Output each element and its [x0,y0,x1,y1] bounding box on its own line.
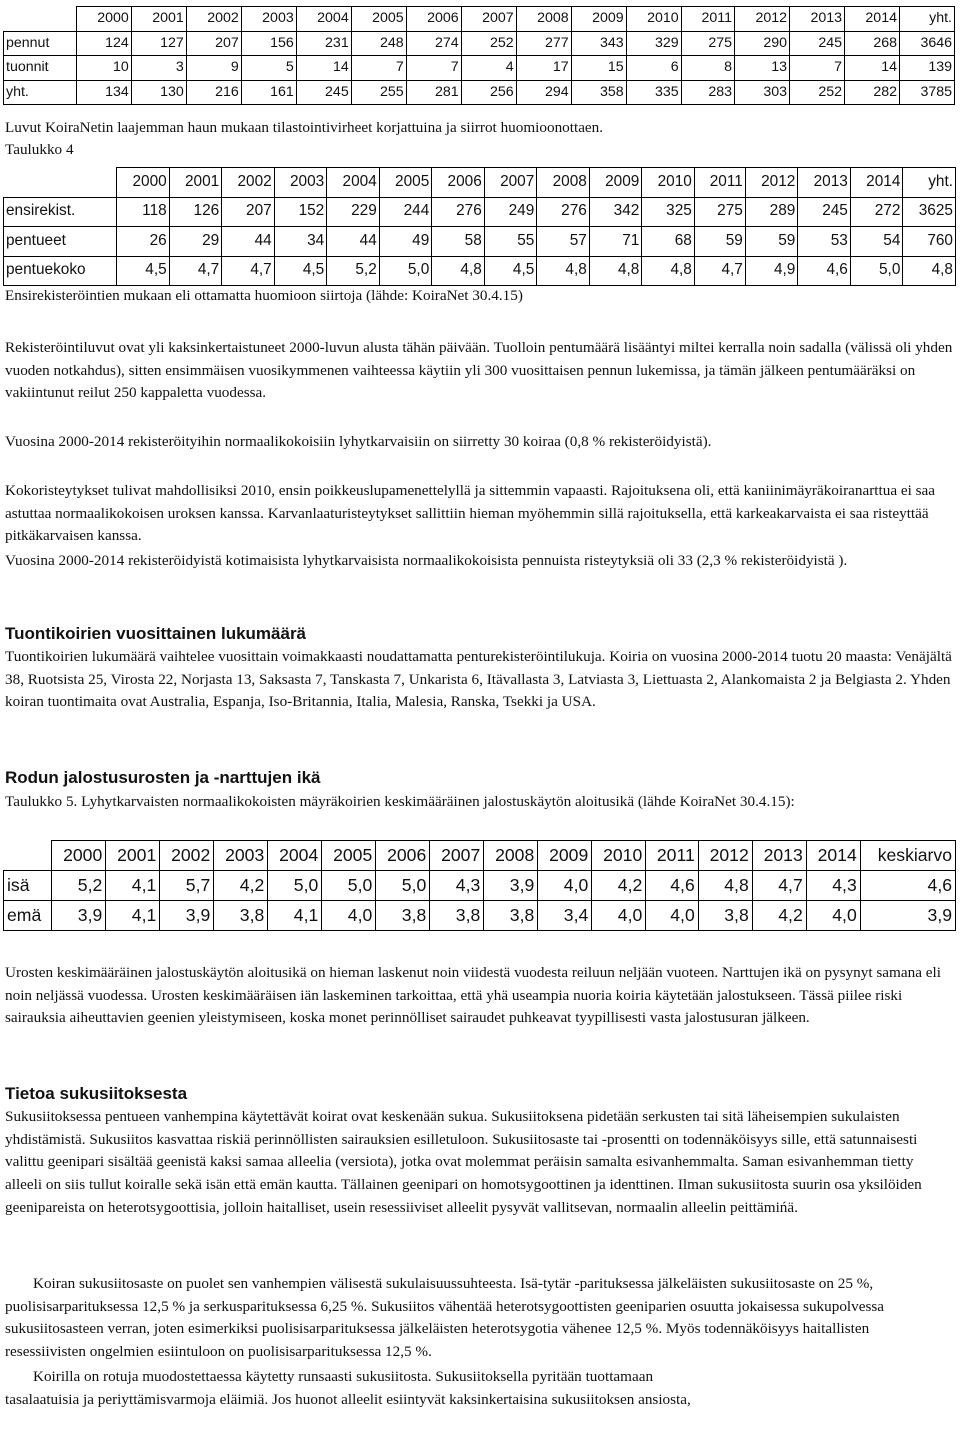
table-cell: 4,0 [538,871,592,901]
table-cell: 3 [131,56,186,81]
table-cell: 5,0 [322,871,376,901]
table-header-cell: 2005 [379,168,432,198]
table-cell: 5,0 [268,871,322,901]
table-cell: 282 [845,80,900,105]
table-header-cell: 2002 [222,168,275,198]
table-header-cell: 2012 [698,841,752,871]
table-cell: 760 [903,227,956,257]
table-cell: 207 [222,197,275,227]
table-cell: 5,2 [327,256,380,286]
table-cell: 294 [516,80,571,105]
table-row-label: pennut [4,31,77,56]
table-header-cell: 2014 [845,7,900,32]
table-header-cell: 2007 [484,168,537,198]
table-header-cell: yht. [903,168,956,198]
table-cell: 14 [845,56,900,81]
table-header-cell: 2012 [735,7,790,32]
table-cell: 13 [735,56,790,81]
table-header-cell: 2006 [376,841,430,871]
table-cell: 274 [406,31,461,56]
table-cell: 245 [798,197,851,227]
table-header-cell: 2010 [626,7,681,32]
table-cell: 4,5 [117,256,170,286]
table-header-cell: 2013 [798,168,851,198]
table-row-label: ensirekist. [4,197,117,227]
table-cell: 245 [790,31,845,56]
table5-caption: Taulukko 5. Lyhytkarvaisten normaalikokoisten mäyräkoirien keskimääräinen jalostuskäytön aloitusikä (lähde KoiraNet 30.4.15): [5,793,795,810]
table-cell: 275 [681,31,734,56]
table-header-cell: 2007 [461,7,516,32]
table-header-cell: 2003 [241,7,296,32]
table-cell: 281 [406,80,461,105]
table-cell: 303 [735,80,790,105]
table-cell: 358 [571,80,626,105]
heading-breeding-age: Rodun jalostusurosten ja -narttujen ikä [5,768,321,787]
table-cell: 4,2 [752,901,806,931]
table-cell: 231 [296,31,351,56]
table-cell: 4,5 [274,256,327,286]
table-header-cell: 2008 [484,841,538,871]
table-cell: 4,5 [484,256,537,286]
paragraph-crossbreeding: Kokoristeytykset tulivat mahdollisiksi 2010, ensin poikkeuslupamenettelyllä ja sittemmin vapaasti. Rajoituksena oli, että kaniinimäyräkoiranarttua ei saa astuttaa normaalikokoisen uroksen kanssa. Karvanlaaturisteytykset sallittiin hieman myöhemmin sillä rajoituksella, että karkeakarvaista ei saa risteyttää pitkäkarvaisen kanssa. [5,482,936,545]
table-cell: 207 [186,31,241,56]
table-cell: 4,2 [214,871,268,901]
table-cell: 252 [461,31,516,56]
table-cell: 5,7 [160,871,214,901]
table-cell: 244 [379,197,432,227]
table-row-label: emä [4,901,52,931]
table-header-cell: 2000 [52,841,106,871]
table-cell: 283 [681,80,734,105]
table-cell: 55 [484,227,537,257]
table-row-label: isä [4,871,52,901]
table-row [4,901,956,931]
table-cell: 4,7 [752,871,806,901]
table-cell: 7 [790,56,845,81]
table-cell: 4,8 [589,256,642,286]
table-cell: 5,0 [376,871,430,901]
paragraph-breeding-age: Urosten keskimääräinen jalostuskäytön aloitusikä on hieman laskenut noin viidestä vuodesta reiluun neljään vuoteen. Narttujen ikä on pysynyt samana eli noin neljässä vuodessa. Urosten keskimääräisen iän laskeminen tarkoittaa, että yhä useampia nuoria koiria käytetään jalostukseen. Tässä piilee riski sairauksia aiheuttavien geenien yleistymiseen, koska monet perinnölliset sairaudet puhkeavat tyypillisesti vasta jalostusuran jälkeen. [5,964,941,1027]
table-header-cell: 2000 [117,168,170,198]
table-cell: 248 [351,31,406,56]
table-cell: 3,8 [698,901,752,931]
table-cell: 3,8 [376,901,430,931]
table-cell: 277 [516,31,571,56]
table-cell: 4,9 [745,256,798,286]
table-cell: 3,8 [484,901,538,931]
table-cell: 3,8 [214,901,268,931]
table-cell: 6 [626,56,681,81]
table-cell: 256 [461,80,516,105]
table-corner-cell [4,841,52,871]
table-cell: 325 [642,197,695,227]
table-cell: 3,9 [484,871,538,901]
table-cell: 126 [169,197,222,227]
table-cell: 68 [642,227,695,257]
table-cell: 229 [327,197,380,227]
table-cell: 4,6 [646,871,698,901]
table-cell: 335 [626,80,681,105]
table-cell: 8 [681,56,734,81]
paragraph-inbreeding-3-line1: Koirilla on rotuja muodostettaessa käytetty runsaasti sukusiitosta. Sukusiitoksella pyritään tuottamaan [33,1368,654,1385]
table-cell: 3646 [899,31,954,56]
table-cell: 4,0 [646,901,698,931]
table-cell: 342 [589,197,642,227]
table-header-cell: 2007 [430,841,484,871]
table-cell: 58 [432,227,485,257]
table-header-cell: keskiarvo [860,841,955,871]
paragraph-imports: Tuontikoirien lukumäärä vaihtelee vuosittain voimakkaasti noudattamatta penturekisteröintilukuja. Koiria on vuosina 2000-2014 tuotu 20 maasta: Venäjältä 38, Ruotsista 25, Virosta 22, Norjasta 13, Saksasta 7, Tanskasta 7, Unkarista 6, Itävallasta 3, Latviasta 3, Liettuasta 2, Alankomaista 2 ja Belgiasta 2. Yhden koiran tuontimaita ovat Australia, Espanja, Iso-Britannia, Italia, Malesia, Ranska, Tsekki ja USA. [5,648,952,711]
table-cell: 4,8 [642,256,695,286]
table-breeding-start-age [3,840,956,931]
table-cell: 156 [241,31,296,56]
table-cell: 4,7 [222,256,275,286]
table-row-label: tuonnit [4,56,77,81]
table-cell: 15 [571,56,626,81]
table-cell: 276 [432,197,485,227]
table-header-row [4,7,955,32]
table-corner-cell [4,168,117,198]
table-cell: 4,7 [694,256,745,286]
table3-note: Luvut KoiraNetin laajemman haun mukaan tilastointivirheet korjattuina ja siirrot huomioonottaen. [5,119,604,136]
table-cell: 10 [76,56,131,81]
table-cell: 4,8 [537,256,590,286]
table-header-cell: yht. [899,7,954,32]
table-cell: 3,9 [860,901,955,931]
table-cell: 4,0 [592,901,646,931]
table-header-cell: 2004 [296,7,351,32]
table-cell: 4,0 [806,901,860,931]
table-header-cell: 2006 [432,168,485,198]
table-cell: 276 [537,197,590,227]
table-cell: 3,9 [160,901,214,931]
table-header-cell: 2013 [752,841,806,871]
table-cell: 7 [406,56,461,81]
table-row [4,80,955,105]
table-cell: 4,8 [432,256,485,286]
table-header-cell: 2002 [186,7,241,32]
table-header-cell: 2001 [106,841,160,871]
table-header-cell: 2001 [169,168,222,198]
table-row [4,31,955,56]
paragraph-transfers: Vuosina 2000-2014 rekisteröityihin normaalikokoisiin lyhytkarvaisiin on siirretty 30 koiraa (0,8 % rekisteröidyistä). [5,433,712,450]
table-cell: 3785 [899,80,954,105]
table-cell: 3,9 [52,901,106,931]
table-header-cell: 2001 [131,7,186,32]
table-cell: 245 [296,80,351,105]
table-cell: 275 [694,197,745,227]
table-header-cell: 2011 [681,7,734,32]
table-header-cell: 2004 [327,168,380,198]
table-row-label: pentuekoko [4,256,117,286]
table-cell: 49 [379,227,432,257]
table4-caption: Taulukko 4 [5,141,74,158]
table-header-cell: 2012 [745,168,798,198]
table-row [4,256,956,286]
table-header-cell: 2000 [76,7,131,32]
table-cell: 34 [274,227,327,257]
table-cell: 289 [745,197,798,227]
table-header-cell: 2002 [160,841,214,871]
paragraph-inbreeding-1: Sukusiitoksessa pentueen vanhempina käytettävät koirat ovat keskenään sukua. Sukusiitoksena pidetään serkusten tai sitä läheisempien sukulaisten yhdistämistä. Sukusiitos kasvattaa riskiä perinnöllisten sairauksien esilletuloon. Sukusiitosaste tai -prosentti on todennäköisyys sille, että satunnaisesti valittu geenipari sisältää geenistä kaksi samaa alleelia (versiota), jotka ovat molemmat peräisin samalta esivanhemmalta. Saman esivanhemman tietty alleeli on siis tullut koiralle sekä isän että emän kautta. Tällainen geenipari on homotsygoottinen ja identtinen. Ilman sukusiitosta suurin osa yksilöiden geenipareista on heterotsygoottisia, jolloin haitalliset, usein resessiiviset alleelit pysyvät vallitsevan, normaalin alleelin peittämińä. [5,1108,922,1216]
table-row [4,871,956,901]
table-cell: 139 [899,56,954,81]
table-cell: 5,0 [379,256,432,286]
paragraph-inbreeding-3-line2: tasalaatuisia ja periyttämisvarmoja eläimiä. Jos huonot alleelit esiintyvät kaksinkertaisina sukusiitoksen ansiosta, [5,1391,691,1408]
table-cell: 44 [327,227,380,257]
paragraph-inbreeding-2: Koiran sukusiitosaste on puolet sen vanhempien välisestä sukulaisuussuhteesta. Isä-tytär -parituksessa jälkeläisten sukusiitosaste on 25 %, puolisisarparituksessa 12,5 % ja serkusparituksessa 6,25 %. Sukusiitos vähentää heterotsygoottisten geeniparien osuutta jokaisessa sukupolvessa sukusiitosasteen verran, joten esimerkiksi puolisisarparituksessa jälkeläisten heterotsygotia vähenee 12,5 %. Myös todennäköisyys haitallisten resessiivisten ongelmien esiintuloon on puolisisarparituksessa 12,5 %. [5,1275,885,1361]
table-cell: 7 [351,56,406,81]
table-cell: 26 [117,227,170,257]
table-cell: 3625 [903,197,956,227]
table-header-row [4,168,956,198]
table-header-cell: 2013 [790,7,845,32]
table-cell: 4,1 [106,871,160,901]
table-header-cell: 2005 [322,841,376,871]
table-cell: 124 [76,31,131,56]
paragraph-registration-trend: Rekisteröintiluvut ovat yli kaksinkertaistuneet 2000-luvun alusta tähän päivään. Tuolloin pentumäärä lisääntyi miltei kerralla noin sadalla (välissä oli yhden vuoden notkahdus), sitten ensimmäisen vuosikymmenen vaihteessa käytiin yli 300 vuosittaisen pennun lukemissa, ja tämän jälkeen pentumääräksi on vakiintunut reilut 250 kappaletta vuodessa. [5,339,953,402]
table-cell: 255 [351,80,406,105]
table-registrations-with-imports [3,6,955,105]
table-header-row [4,841,956,871]
table-cell: 252 [790,80,845,105]
table-cell: 216 [186,80,241,105]
table-header-cell: 2009 [538,841,592,871]
table-cell: 249 [484,197,537,227]
table-cell: 4 [461,56,516,81]
table-cell: 71 [589,227,642,257]
table-cell: 118 [117,197,170,227]
table-cell: 44 [222,227,275,257]
table-cell: 53 [798,227,851,257]
heading-imports: Tuontikoirien vuosittainen lukumäärä [5,624,307,643]
table-header-cell: 2008 [537,168,590,198]
table-header-cell: 2014 [806,841,860,871]
table-cell: 290 [735,31,790,56]
table-cell: 9 [186,56,241,81]
table-cell: 3,4 [538,901,592,931]
table-cell: 127 [131,31,186,56]
table-cell: 4,7 [169,256,222,286]
table-corner-cell [4,7,77,32]
paragraph-cross-count: Vuosina 2000-2014 rekisteröidyistä kotimaisista lyhytkarvaisista normaalikokoisista pennuista risteytyksiä oli 33 (2,3 % rekisteröidyistä ). [5,552,848,569]
table-row-label: pentueet [4,227,117,257]
table-cell: 4,8 [903,256,956,286]
table-cell: 4,6 [798,256,851,286]
table-cell: 343 [571,31,626,56]
table-cell: 4,3 [430,871,484,901]
table-header-cell: 2003 [274,168,327,198]
table-cell: 57 [537,227,590,257]
table-cell: 5,0 [850,256,903,286]
table-cell: 4,8 [698,871,752,901]
table-header-cell: 2005 [351,7,406,32]
table-row [4,227,956,257]
table-cell: 329 [626,31,681,56]
table-header-cell: 2009 [571,7,626,32]
table-cell: 59 [694,227,745,257]
table-header-cell: 2010 [642,168,695,198]
table-header-cell: 2011 [646,841,698,871]
table-cell: 272 [850,197,903,227]
table-cell: 4,1 [268,901,322,931]
table-cell: 152 [274,197,327,227]
table-cell: 4,2 [592,871,646,901]
table-row [4,56,955,81]
table-cell: 4,6 [860,871,955,901]
table-cell: 54 [850,227,903,257]
heading-inbreeding: Tietoa sukusiitoksesta [5,1084,188,1103]
table-cell: 4,3 [806,871,860,901]
table-header-cell: 2004 [268,841,322,871]
table-row [4,197,956,227]
table-cell: 130 [131,80,186,105]
table-cell: 268 [845,31,900,56]
table-cell: 5 [241,56,296,81]
table-cell: 134 [76,80,131,105]
table-cell: 14 [296,56,351,81]
table-cell: 3,8 [430,901,484,931]
table-header-cell: 2008 [516,7,571,32]
table-cell: 4,0 [322,901,376,931]
table-cell: 29 [169,227,222,257]
table-header-cell: 2014 [850,168,903,198]
table-cell: 17 [516,56,571,81]
table-cell: 59 [745,227,798,257]
table4-note: Ensirekisteröintien mukaan eli ottamatta huomioon siirtoja (lähde: KoiraNet 30.4.15) [5,287,523,304]
table-cell: 4,1 [106,901,160,931]
table-header-cell: 2006 [406,7,461,32]
table-header-cell: 2009 [589,168,642,198]
table-header-cell: 2011 [694,168,745,198]
table-cell: 5,2 [52,871,106,901]
table-first-registrations [3,167,956,286]
table-cell: 161 [241,80,296,105]
table-row-label: yht. [4,80,77,105]
table-header-cell: 2003 [214,841,268,871]
table-header-cell: 2010 [592,841,646,871]
